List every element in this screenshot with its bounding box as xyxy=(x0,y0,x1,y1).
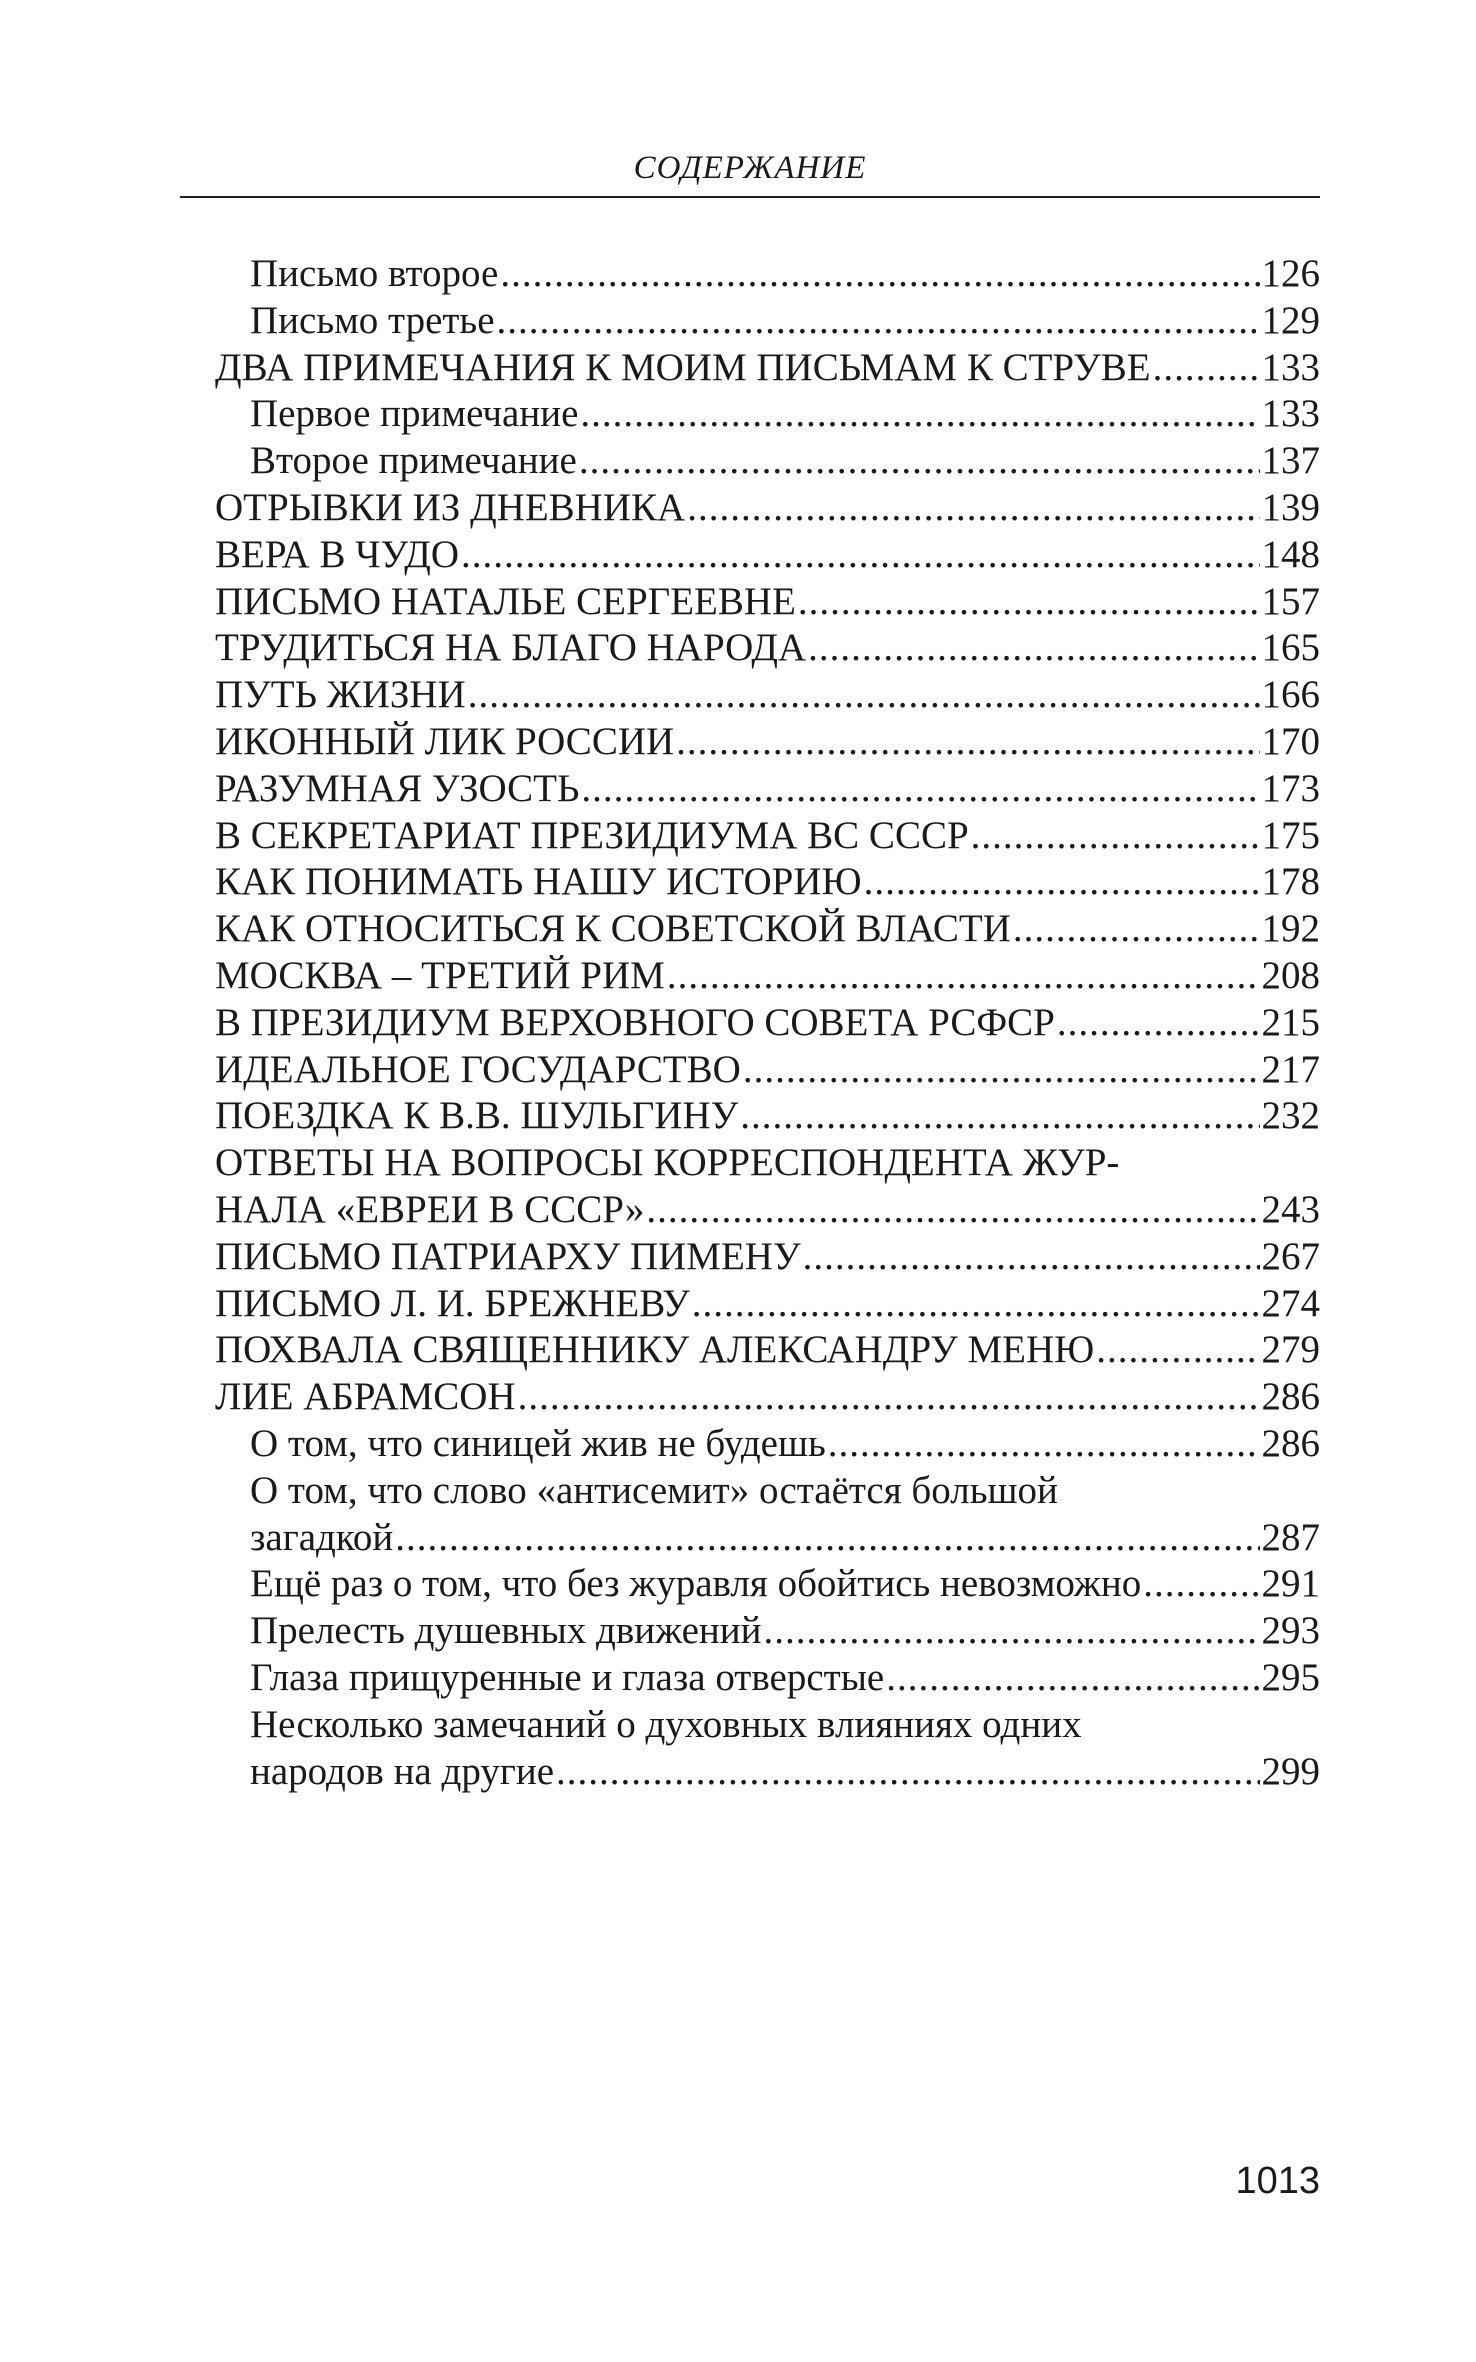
toc-entry-title-line: О том, что слово «антисемит» остаётся большой xyxy=(250,1468,1058,1512)
toc-leader-dots xyxy=(1143,1560,1259,1608)
running-header: СОДЕРЖАНИЕ xyxy=(633,150,867,186)
toc-entry xyxy=(215,1373,1320,1421)
toc-entry-page: 137 xyxy=(1261,439,1320,483)
toc-leader-dots xyxy=(828,1420,1260,1468)
toc-leader-dots xyxy=(581,765,1259,813)
page-number: 1013 xyxy=(1235,2160,1320,2202)
toc-entry-title: О том, что синицей жив не будешь xyxy=(250,1422,826,1465)
toc-entry xyxy=(215,952,1320,1000)
toc-leader-dots xyxy=(764,1607,1260,1655)
toc-leader-dots xyxy=(646,1186,1259,1234)
toc-leader-dots xyxy=(667,952,1260,1000)
toc-entry-title: ЛИЕ АБРАМСОН xyxy=(215,1375,516,1419)
toc-entry-title: ПИСЬМО Л. И. БРЕЖНЕВУ xyxy=(215,1281,690,1325)
toc-entry-page: 166 xyxy=(1261,673,1320,717)
toc-entry-title-line: ОТВЕТЫ НА ВОПРОСЫ КОРРЕСПОНДЕНТА ЖУР- xyxy=(215,1141,1120,1185)
toc-entry-page: 279 xyxy=(1261,1328,1320,1372)
toc-entry xyxy=(215,765,1320,813)
toc-entry-title: ПИСЬМО НАТАЛЬЕ СЕРГЕЕВНЕ xyxy=(215,579,796,623)
toc-leader-dots xyxy=(687,484,1259,532)
toc-entry-page: 293 xyxy=(1261,1609,1320,1653)
toc-entry-title: ПОЕЗДКА К В.В. ШУЛЬГИНУ xyxy=(215,1094,739,1138)
toc-entry-title: РАЗУМНАЯ УЗОСТЬ xyxy=(215,766,580,810)
toc-entry-page: 192 xyxy=(1261,907,1320,951)
toc-entry-title: Ещё раз о том, что без журавля обойтись невозможно xyxy=(250,1562,1142,1606)
toc-entry-title: Письмо второе xyxy=(250,252,499,295)
toc-entry-page: 133 xyxy=(1261,392,1320,436)
toc-entry xyxy=(215,531,1320,579)
toc-entry xyxy=(215,1046,1320,1094)
toc-entry-page: 126 xyxy=(1261,252,1320,295)
toc-entry-title: В СЕКРЕТАРИАТ ПРЕЗИДИУМА ВС СССР xyxy=(215,813,969,857)
toc-entry-title: КАК ОТНОСИТЬСЯ К СОВЕТСКОЙ ВЛАСТИ xyxy=(215,907,1011,951)
toc-entry-title: ТРУДИТЬСЯ НА БЛАГО НАРОДА xyxy=(215,626,807,670)
toc-entry xyxy=(215,1092,1320,1140)
toc-entry-page: 299 xyxy=(1261,1749,1320,1793)
toc-entry xyxy=(215,858,1320,906)
toc-leader-dots xyxy=(692,1280,1260,1328)
toc-entry-page: 157 xyxy=(1261,579,1320,623)
toc-leader-dots xyxy=(497,297,1260,345)
toc-entry xyxy=(250,1607,1320,1655)
toc-entry xyxy=(250,250,1320,298)
toc-entry-page: 286 xyxy=(1261,1422,1320,1465)
toc-entry xyxy=(215,1280,1320,1328)
toc-leader-dots xyxy=(580,390,1259,438)
toc-leader-dots xyxy=(743,1046,1260,1094)
toc-entry xyxy=(250,390,1320,438)
toc-entry-title: МОСКВА – ТРЕТИЙ РИМ xyxy=(215,954,665,997)
toc-entry-page: 148 xyxy=(1261,532,1320,576)
toc-entry-title-line: Несколько замечаний о духовных влияниях одних xyxy=(250,1702,1082,1746)
toc-leader-dots xyxy=(803,1233,1260,1281)
toc-entry-page: 133 xyxy=(1261,345,1320,389)
toc-leader-dots xyxy=(518,1373,1260,1421)
toc-entry xyxy=(250,437,1320,485)
toc-entry-page: 243 xyxy=(1261,1188,1320,1231)
toc-leader-dots xyxy=(1013,905,1260,953)
toc-leader-dots xyxy=(864,858,1260,906)
toc-entry-page: 175 xyxy=(1261,813,1320,857)
toc-entry-title: Глаза прищуренные и глаза отверстые xyxy=(250,1656,885,1699)
toc-entry xyxy=(215,344,1320,392)
toc-leader-dots xyxy=(740,1092,1259,1140)
toc-entry xyxy=(250,1560,1320,1608)
toc-entry-page: 215 xyxy=(1261,1000,1320,1044)
toc-leader-dots xyxy=(579,437,1260,485)
toc-entry-page: 291 xyxy=(1261,1562,1320,1606)
toc-entry-page: 208 xyxy=(1261,954,1320,997)
toc-entry-title: загадкой xyxy=(250,1515,394,1559)
toc-entry-title: ПИСЬМО ПАТРИАРХУ ПИМЕНУ xyxy=(215,1234,801,1278)
toc-entry xyxy=(215,484,1320,532)
toc-entry-title: ИДЕАЛЬНОЕ ГОСУДАРСТВО xyxy=(215,1047,741,1091)
toc-leader-dots xyxy=(395,1514,1259,1562)
toc-entry-page: 295 xyxy=(1261,1656,1320,1699)
toc-entry xyxy=(215,1186,1320,1234)
toc-entry xyxy=(215,905,1320,953)
toc-leader-dots xyxy=(461,531,1260,579)
toc-leader-dots xyxy=(798,578,1260,626)
toc-entry-title: Прелесть душевных движений xyxy=(250,1609,762,1653)
toc-entry xyxy=(250,297,1320,345)
toc-entry xyxy=(215,1233,1320,1281)
toc-entry-page: 286 xyxy=(1261,1375,1320,1419)
toc-entry-page: 173 xyxy=(1261,766,1320,810)
toc-entry-page: 165 xyxy=(1261,626,1320,670)
toc-entry-page: 139 xyxy=(1261,486,1320,529)
toc-entry-title: В ПРЕЗИДИУМ ВЕРХОВНОГО СОВЕТА РСФСР xyxy=(215,1000,1055,1044)
toc-leader-dots xyxy=(676,718,1259,766)
toc-entry xyxy=(250,1420,1320,1468)
toc-leader-dots xyxy=(886,1654,1259,1702)
toc-entry-title: ВЕРА В ЧУДО xyxy=(215,532,459,576)
toc-entry-page: 178 xyxy=(1261,860,1320,904)
toc-entry-page: 170 xyxy=(1261,720,1320,763)
toc-entry-title: Первое примечание xyxy=(250,392,579,436)
toc-entry-page: 217 xyxy=(1261,1047,1320,1091)
toc-entry-title: ДВА ПРИМЕЧАНИЯ К МОИМ ПИСЬМАМ К СТРУВЕ xyxy=(215,345,1151,389)
toc-entry-title: ПУТЬ ЖИЗНИ xyxy=(215,673,466,717)
toc-entry-title: ПОХВАЛА СВЯЩЕННИКУ АЛЕКСАНДРУ МЕНЮ xyxy=(215,1328,1095,1372)
toc-entry-page: 129 xyxy=(1261,298,1320,342)
toc-entry xyxy=(215,578,1320,626)
toc-entry-title: народов на другие xyxy=(250,1749,555,1793)
toc-entry xyxy=(215,1326,1320,1374)
toc-entry xyxy=(250,1748,1320,1796)
toc-entry-page: 267 xyxy=(1261,1234,1320,1278)
toc-leader-dots xyxy=(1096,1326,1259,1374)
toc-entry-title: Второе примечание xyxy=(250,439,577,483)
toc-entry xyxy=(215,718,1320,766)
toc-entry-page: 287 xyxy=(1261,1515,1320,1559)
toc-entry-page: 274 xyxy=(1261,1281,1320,1325)
toc-leader-dots xyxy=(468,671,1260,719)
toc-entry-title: ИКОННЫЙ ЛИК РОССИИ xyxy=(215,720,675,763)
toc-entry xyxy=(215,624,1320,672)
toc-entry-title: Письмо третье xyxy=(250,298,495,342)
toc-entry xyxy=(215,812,1320,860)
toc-entry xyxy=(215,671,1320,719)
toc-entry-title: НАЛА «ЕВРЕИ В СССР» xyxy=(215,1188,645,1231)
toc-leader-dots xyxy=(1153,344,1260,392)
toc-entry xyxy=(250,1654,1320,1702)
toc-entry xyxy=(250,1514,1320,1562)
toc-entry-title: ОТРЫВКИ ИЗ ДНЕВНИКА xyxy=(215,486,686,529)
toc-leader-dots xyxy=(971,812,1260,860)
toc-entry-title: КАК ПОНИМАТЬ НАШУ ИСТОРИЮ xyxy=(215,860,862,904)
toc-entry xyxy=(215,999,1320,1047)
toc-leader-dots xyxy=(556,1748,1259,1796)
toc-leader-dots xyxy=(500,250,1259,298)
toc-leader-dots xyxy=(1057,999,1260,1047)
toc-leader-dots xyxy=(808,624,1259,672)
toc-entry-page: 232 xyxy=(1261,1094,1320,1138)
